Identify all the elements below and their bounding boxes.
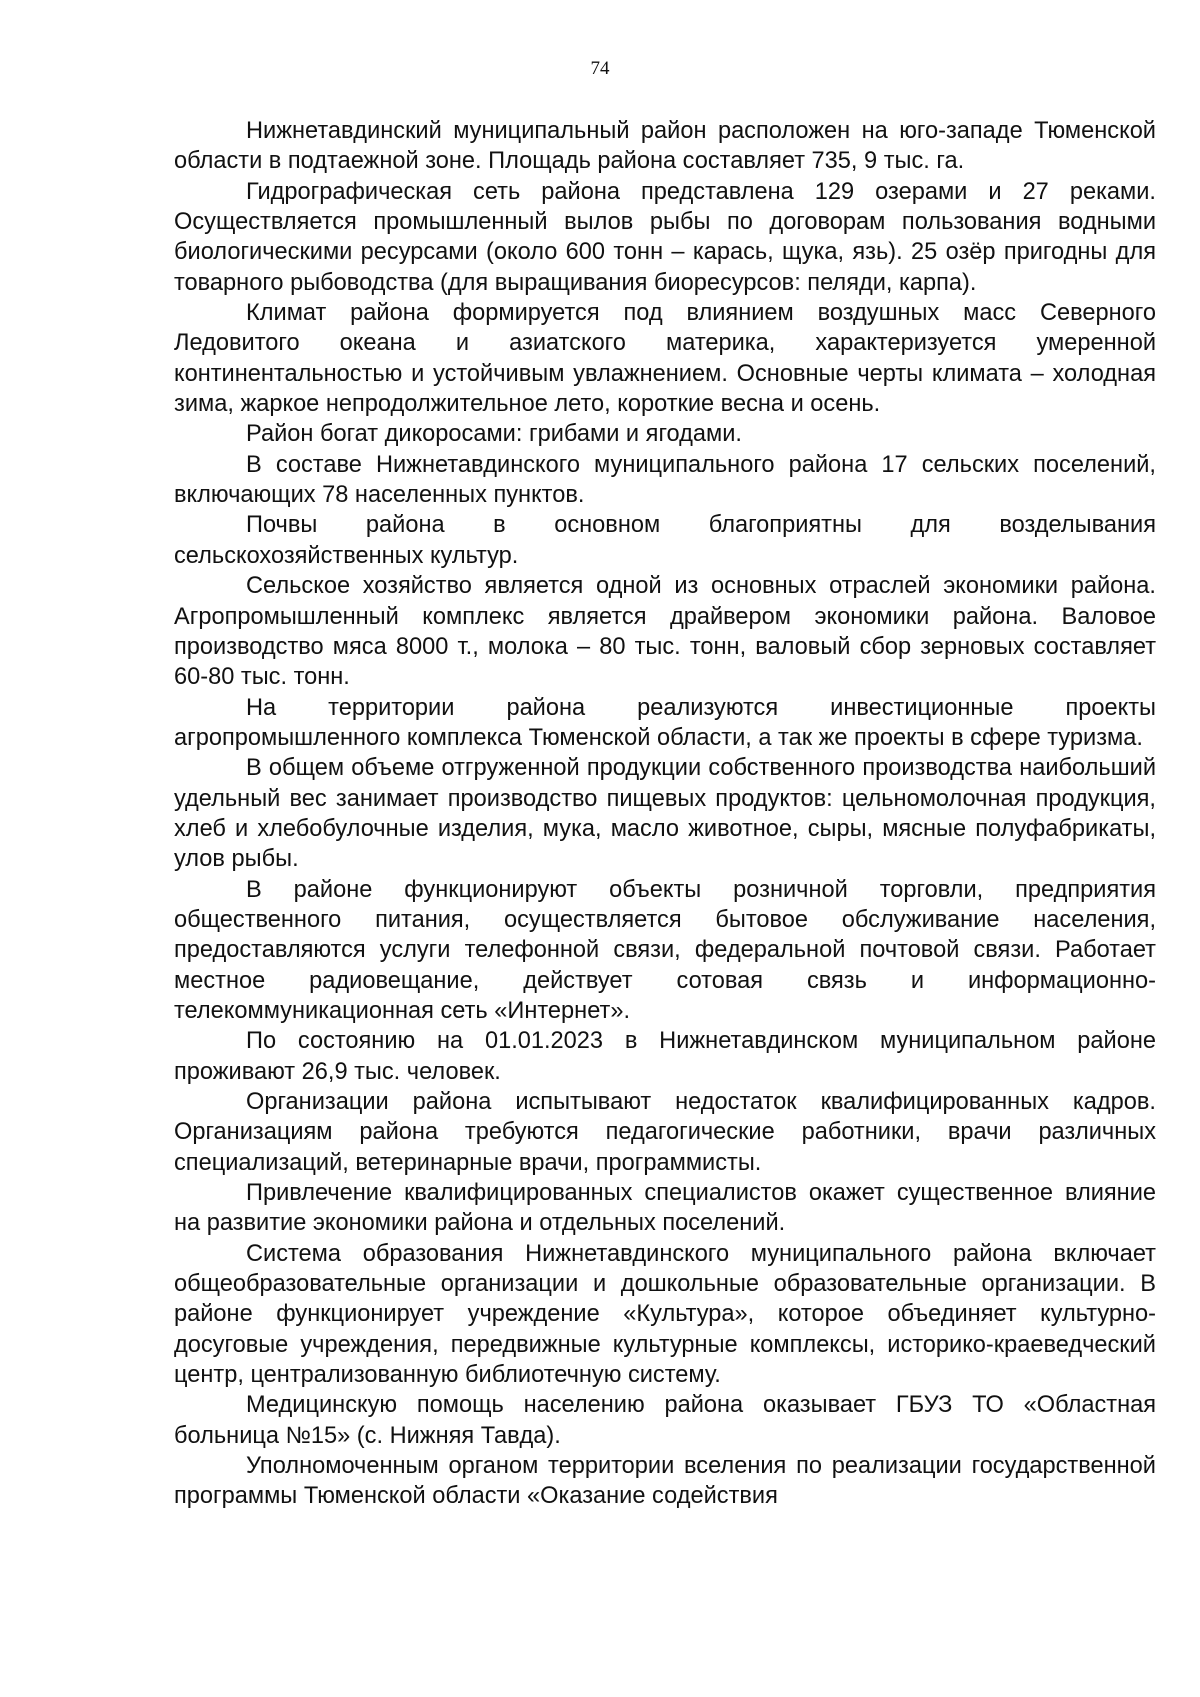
paragraph-climate: Климат района формируется под влиянием воздушных масс Северного Ледовитого океана и азиатского материка, характеризуется умеренной континентальностью и устойчивым увлажнением. Основные черты климата – холодная зима, жаркое непродолжительное лето, короткие весна и осень. <box>174 300 1156 418</box>
paragraph-settlements: В составе Нижнетавдинского муниципального района 17 сельских поселений, включающих 78 населенных пунктов. <box>174 451 1156 509</box>
paragraph-specialists: Привлечение квалифицированных специалистов окажет существенное влияние на развитие экономики района и отдельных поселений. <box>174 1180 1156 1237</box>
paragraph-services: В районе функционируют объекты розничной торговли, предприятия общественного питания, осуществляется бытовое обслуживание населения, предоставляются услуги телефонной связи, федеральной почтовой связи. Работает местное радиовещание, действует сотовая связь и информационно-телекоммуникационная сеть «Интернет». <box>174 876 1156 1024</box>
document-body <box>174 116 1156 1512</box>
paragraph-medical-care: Медицинскую помощь населению района оказывает ГБУЗ ТО «Областная больница №15» (с. Нижняя Тавда). <box>174 1392 1156 1449</box>
paragraph-population: По состоянию на 01.01.2023 в Нижнетавдинском муниципальном районе проживают 26,9 тыс. человек. <box>174 1028 1156 1085</box>
paragraph-investment-projects: На территории района реализуются инвестиционные проекты агропромышленного комплекса Тюменской области, а так же проекты в сфере туризма. <box>174 694 1156 751</box>
paragraph-authorized-body: Уполномоченным органом территории вселения по реализации государственной программы Тюменской области «Оказание содействия <box>174 1453 1156 1510</box>
paragraph-soils: Почвы района в основном благоприятны для возделывания сельскохозяйственных культур. <box>174 512 1156 569</box>
page-number: 74 <box>590 58 610 79</box>
paragraph-staff-shortage: Организации района испытывают недостаток квалифицированных кадров. Организациям района требуются педагогические работники, врачи различных специализаций, ветеринарные врачи, программисты. <box>174 1089 1156 1176</box>
paragraph-wild-plants: Район богат дикоросами: грибами и ягодами. <box>246 421 742 448</box>
paragraph-hydrography: Гидрографическая сеть района представлена 129 озерами и 27 реками. Осуществляется промышленный вылов рыбы по договорам пользования водными биологическими ресурсами (около 600 тонн – карась, щука, язь). 25 озёр пригодны для товарного рыбоводства (для выращивания биоресурсов: пеляди, карпа). <box>174 178 1156 296</box>
paragraph-food-production: В общем объеме отгруженной продукции собственного производства наибольший удельный вес занимает производство пищевых продуктов: цельномолочная продукция, хлеб и хлебобулочные изделия, мука, масло животное, сыры, мясные полуфабрикаты, улов рыбы. <box>174 755 1156 873</box>
paragraph-education-culture: Система образования Нижнетавдинского муниципального района включает общеобразовательные организации и дошкольные образовательные организации. В районе функционирует учреждение «Культура», которое объединяет культурно-досуговые учреждения, передвижные культурные комплексы, историко-краеведческий центр, централизованную библиотечную систему. <box>174 1240 1156 1389</box>
paragraph-location: Нижнетавдинский муниципальный район расположен на юго-западе Тюменской области в подтаежной зоне. Площадь района составляет 735, 9 тыс. га. <box>174 118 1156 175</box>
paragraph-agriculture: Сельское хозяйство является одной из основных отраслей экономики района. Агропромышленный комплекс является драйвером экономики района. Валовое производство мяса 8000 т., молока – 80 тыс. тонн, валовый сбор зерновых составляет 60-80 тыс. тонн. <box>174 573 1156 691</box>
